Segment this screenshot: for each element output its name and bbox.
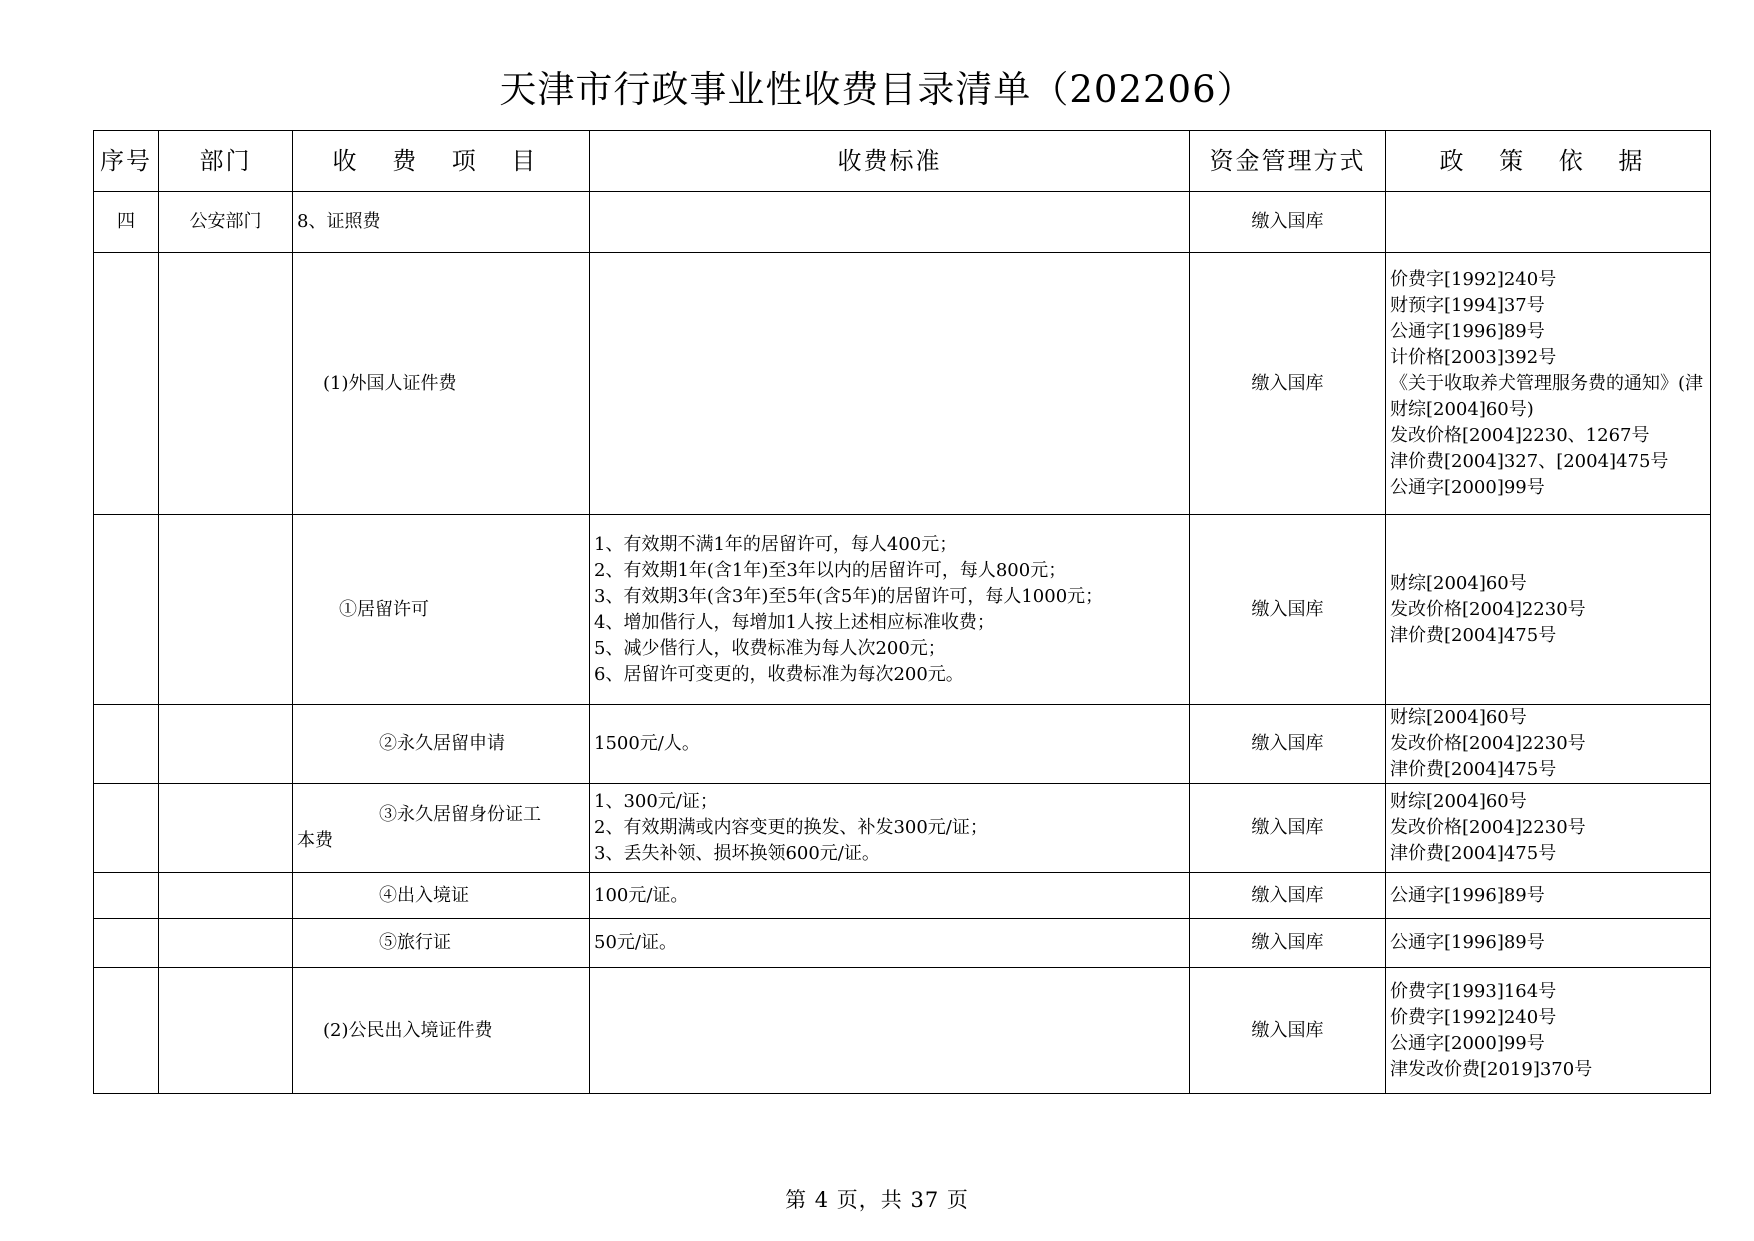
cell-fund: 缴入国库 (1190, 873, 1386, 919)
table-row (94, 253, 1711, 515)
cell-fund: 缴入国库 (1190, 919, 1386, 968)
table-row (94, 705, 1711, 784)
cell-item-line1: ③永久居留身份证工 (379, 804, 541, 825)
cell-item: ②永久居留申请 (293, 705, 590, 784)
cell-seq (94, 919, 159, 968)
cell-seq (94, 873, 159, 919)
table-row (94, 873, 1711, 919)
table-row (94, 919, 1711, 968)
cell-item: ①居留许可 (293, 515, 590, 705)
cell-basis: 财综[2004]60号 发改价格[2004]2230号 津价费[2004]475号 (1386, 784, 1711, 873)
cell-basis: 价费字[1992]240号 财预字[1994]37号 公通字[1996]89号 计价格[2003]392号 《关于收取养犬管理服务费的通知》(津财综[2004]60号) 发改价格[2004]2230、1267号 津价费[2004]327、[2004]475号 公通字[2000]99号 (1386, 253, 1711, 515)
cell-dept (159, 968, 293, 1094)
cell-seq (94, 968, 159, 1094)
cell-standard (590, 253, 1190, 515)
cell-item: (2)公民出入境证件费 (293, 968, 590, 1094)
cell-fund: 缴入国库 (1190, 968, 1386, 1094)
cell-item: (1)外国人证件费 (293, 253, 590, 515)
cell-basis (1386, 192, 1711, 253)
fee-catalog-table (93, 130, 1711, 1094)
cell-basis: 公通字[1996]89号 (1386, 873, 1711, 919)
cell-standard: 50元/证。 (590, 919, 1190, 968)
cell-fund: 缴入国库 (1190, 515, 1386, 705)
cell-seq (94, 705, 159, 784)
cell-seq (94, 253, 159, 515)
header-fund: 资金管理方式 (1190, 131, 1386, 192)
cell-standard: 1、300元/证； 2、有效期满或内容变更的换发、补发300元/证； 3、丢失补领、损坏换领600元/证。 (590, 784, 1190, 873)
header-dept: 部门 (159, 131, 293, 192)
table-row (94, 784, 1711, 873)
cell-standard (590, 192, 1190, 253)
cell-fund: 缴入国库 (1190, 192, 1386, 253)
header-basis: 政 策 依 据 (1386, 131, 1711, 192)
table-row (94, 192, 1711, 253)
cell-dept: 公安部门 (159, 192, 293, 253)
cell-basis: 财综[2004]60号 发改价格[2004]2230号 津价费[2004]475号 (1386, 515, 1711, 705)
cell-basis: 财综[2004]60号 发改价格[2004]2230号 津价费[2004]475号 (1386, 705, 1711, 784)
header-standard: 收费标准 (590, 131, 1190, 192)
header-seq: 序号 (94, 131, 159, 192)
cell-dept (159, 515, 293, 705)
table-row (94, 515, 1711, 705)
cell-standard (590, 968, 1190, 1094)
cell-dept (159, 919, 293, 968)
cell-item: 8、证照费 (293, 192, 590, 253)
cell-basis: 公通字[1996]89号 (1386, 919, 1711, 968)
cell-standard: 100元/证。 (590, 873, 1190, 919)
table-row (94, 968, 1711, 1094)
cell-seq (94, 515, 159, 705)
cell-fund: 缴入国库 (1190, 253, 1386, 515)
cell-seq: 四 (94, 192, 159, 253)
cell-dept (159, 253, 293, 515)
cell-basis: 价费字[1993]164号 价费字[1992]240号 公通字[2000]99号 津发改价费[2019]370号 (1386, 968, 1711, 1094)
cell-item: ⑤旅行证 (293, 919, 590, 968)
cell-item (293, 784, 590, 873)
cell-item-line2: 本费 (297, 830, 333, 851)
page-footer: 第 4 页，共 37 页 (785, 1188, 969, 1212)
cell-dept (159, 705, 293, 784)
cell-dept (159, 784, 293, 873)
table-header-row (94, 131, 1711, 192)
cell-fund: 缴入国库 (1190, 705, 1386, 784)
cell-dept (159, 873, 293, 919)
page-title: 天津市行政事业性收费目录清单（202206） (499, 68, 1255, 111)
header-item: 收 费 项 目 (293, 131, 590, 192)
cell-standard: 1、有效期不满1年的居留许可，每人400元； 2、有效期1年(含1年)至3年以内的居留许可，每人800元； 3、有效期3年(含3年)至5年(含5年)的居留许可，每人1000元； 4、增加偕行人，每增加1人按上述相应标准收费； 5、减少偕行人，收费标准为每人次200元； 6、居留许可变更的，收费标准为每次200元。 (590, 515, 1190, 705)
cell-fund: 缴入国库 (1190, 784, 1386, 873)
cell-item: ④出入境证 (293, 873, 590, 919)
cell-standard: 1500元/人。 (590, 705, 1190, 784)
cell-seq (94, 784, 159, 873)
